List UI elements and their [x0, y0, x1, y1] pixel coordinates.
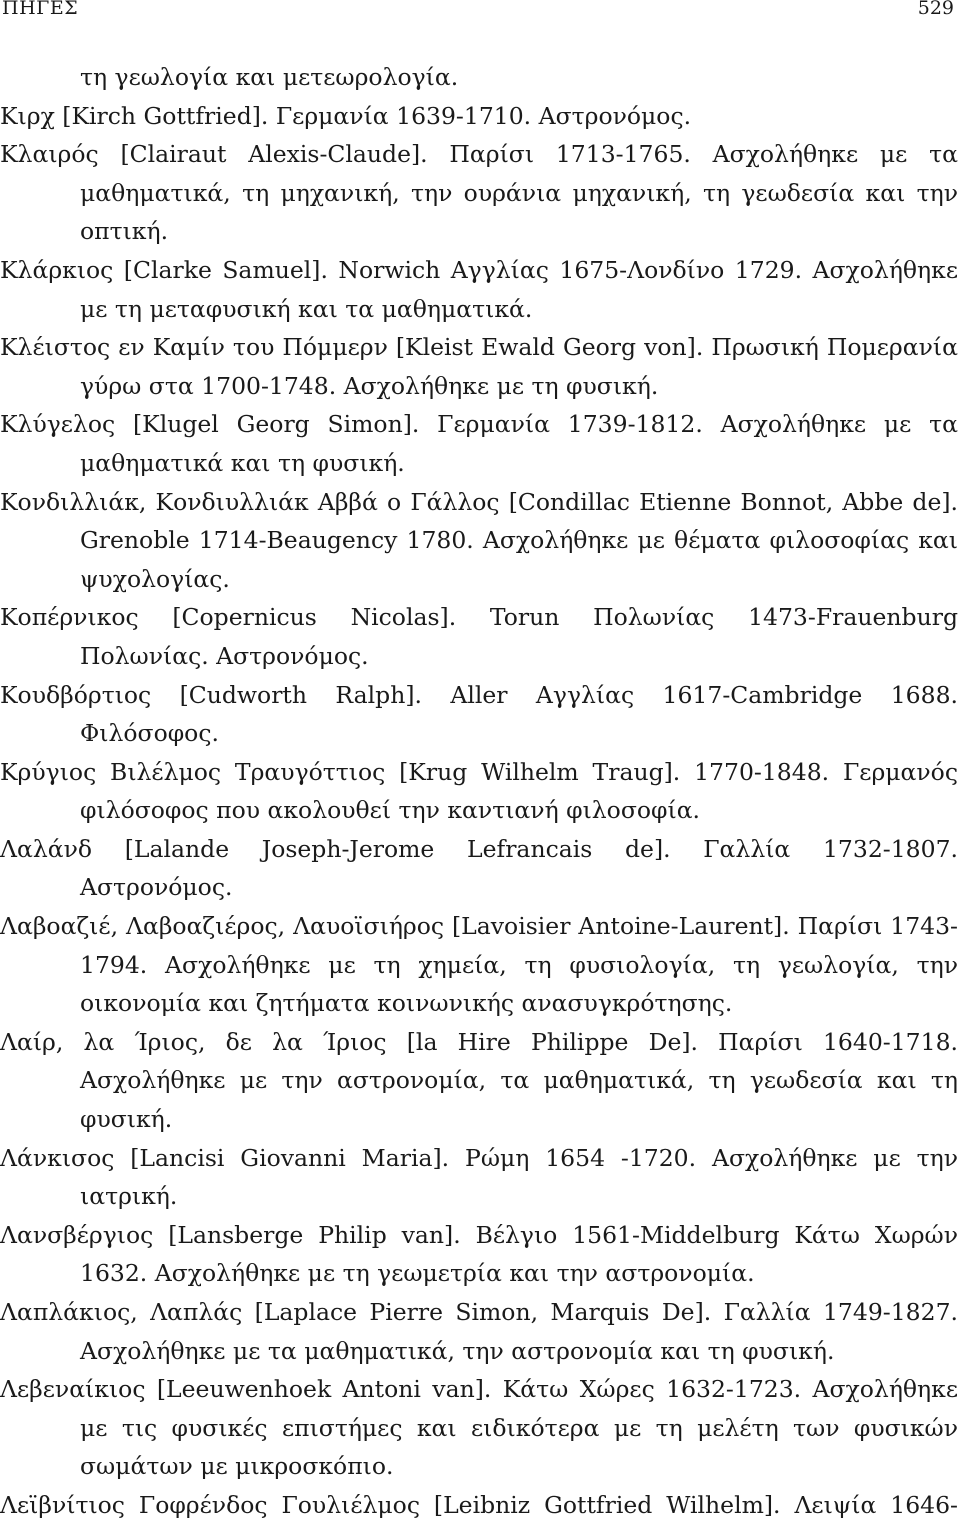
- entry-la-hire: Λαίρ, λα Ίριος, δε λα Ίριος [la Hire Philippe De]. Παρίσι 1640-1718. Ασχολήθηκε με την αστρονομία, τα μαθηματικά, τη γεωδεσία και τη φυσική.: [0, 1027, 958, 1134]
- entry-kleist: Κλέιστος εν Καμίν του Πόμμερν [Kleist Ewald Georg von]. Πρωσική Πομερανία γύρω στα 1700-1748. Ασχολήθηκε με τη φυσική.: [0, 333, 958, 400]
- entry-clairaut: Κλαιρός [Clairaut Alexis-Claude]. Παρίσι 1713-1765. Ασχολήθηκε με τα μαθηματικά, τη μηχανική, την ουράνια μηχανική, τη γεωδεσία και την οπτική.: [0, 140, 958, 246]
- running-head: [0, 0, 960, 24]
- entry-cudworth: Κουδβόρτιος [Cudworth Ralph]. Aller Αγγλίας 1617-Cambridge 1688. Φιλόσοφος.: [0, 680, 958, 748]
- entry-condillac: Κονδιλλιάκ, Κονδιυλλιάκ Αββά ο Γάλλος [Condillac Etienne Bonnot, Abbe de]. Grenoble 1714-Beaugency 1780. Ασχολήθηκε με θέματα φιλοσοφίας και ψυχολογίας.: [0, 487, 958, 593]
- entry-kirch: Κιρχ [Kirch Gottfried]. Γερμανία 1639-1710. Αστρονόμος.: [0, 101, 692, 130]
- entry-lavoisier: Λαβοαζιέ, Λαβοαζιέρος, Λαυοϊσιήρος [Lavoisier Antoine-Laurent]. Παρίσι 1743-1794. Ασχολήθηκε με τη χημεία, τη φυσιολογία, τη γεωλογία, την οικονομία και ζητήματα κοινωνικής ανασυγκρότησης.: [0, 912, 958, 1018]
- entry-klugel: Κλύγελος [Klugel Georg Simon]. Γερμανία 1739-1812. Ασχολήθηκε με τα μαθηματικά και τη φυσική.: [0, 410, 958, 477]
- entry-leibniz: Λεϊβνίτιος Γοφρένδος Γουλιέλμος [Leibniz Gottfried Wilhelm]. Λειψία 1646-: [0, 1490, 958, 1519]
- entry-copernicus: Κοπέρνικος [Copernicus Nicolas]. Torun Πολωνίας 1473-Frauenburg Πολωνίας. Αστρονόμος.: [0, 603, 958, 670]
- entry-lansberge: Λανσβέργιος [Lansberge Philip van]. Βέλγιο 1561-Middelburg Κάτω Χωρών 1632. Ασχολήθηκε με τη γεωμετρία και την αστρονομία.: [0, 1220, 958, 1288]
- section-title: ΠΗΓΕΣ: [2, 0, 79, 19]
- page-number: 529: [917, 0, 954, 19]
- entry-laplace: Λαπλάκιος, Λαπλάς [Laplace Pierre Simon, Marquis De]. Γαλλία 1749-1827. Ασχολήθηκε με τα μαθηματικά, την αστρονομία και τη φυσική.: [0, 1298, 958, 1365]
- glossary-entries: [0, 58, 958, 1525]
- entry-leeuwenhoek: Λεβεναίκιος [Leeuwenhoek Antoni van]. Κάτω Χώρες 1632-1723. Ασχολήθηκε με τις φυσικές επιστήμες και ειδικότερα με τη μελέτη των φυσικών σωμάτων με μικροσκόπιο.: [0, 1375, 958, 1481]
- entry-lancisi: Λάνκισος [Lancisi Giovanni Maria]. Ρώμη 1654 -1720. Ασχολήθηκε με την ιατρική.: [0, 1143, 958, 1211]
- entry-continuation: τη γεωλογία και μετεωρολογία.: [80, 63, 459, 91]
- entry-lalande: Λαλάνδ [Lalande Joseph-Jerome Lefrancais de]. Γαλλία 1732-1807. Αστρονόμος.: [0, 834, 958, 902]
- entry-clarke: Κλάρκιος [Clarke Samuel]. Norwich Αγγλίας 1675-Λονδίνο 1729. Ασχολήθηκε με τη μεταφυσική και τα μαθηματικά.: [0, 255, 958, 323]
- entry-krug: Κρύγιος Βιλέλμος Τραυγόττιος [Krug Wilhelm Traug]. 1770-1848. Γερμανός φιλόσοφος που ακολουθεί την καντιανή φιλοσοφία.: [0, 757, 958, 825]
